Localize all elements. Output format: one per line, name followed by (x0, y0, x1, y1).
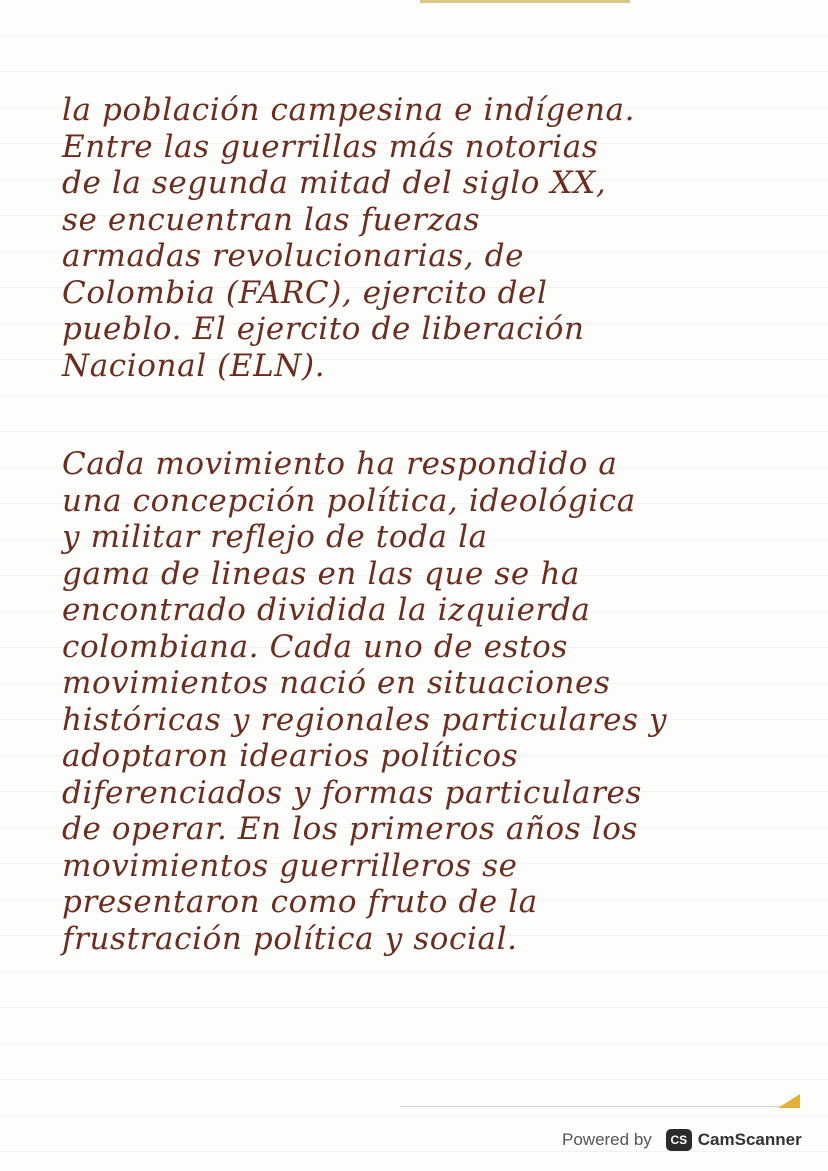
text-line: Cada movimiento ha respondido a (62, 446, 618, 482)
text-line: movimientos guerrilleros se (62, 847, 518, 884)
text-line: diferenciados y formas particulares (62, 774, 643, 811)
paragraph-1 (62, 92, 772, 384)
text-line: armadas revolucionarias, de (62, 238, 525, 274)
text-line: una concepción política, ideológica (62, 482, 636, 519)
text-line: la población campesina e indígena. (62, 92, 636, 128)
text-line: Nacional (ELN). (62, 347, 326, 384)
text-line: adoptaron idearios políticos (62, 738, 519, 774)
camscanner-watermark (562, 1124, 802, 1156)
text-line: presentaron como fruto de la (62, 884, 538, 920)
text-line: pueblo. El ejercito de liberación (62, 311, 585, 347)
page-top-edge-mark (420, 0, 630, 3)
text-line: colombiana. Cada uno de estos (62, 628, 568, 665)
text-line: se encuentran las fuerzas (62, 201, 481, 238)
text-line: de operar. En los primeros años los (62, 811, 639, 847)
text-line: de la segunda mitad del siglo XX, (62, 165, 607, 201)
paragraph-2 (62, 446, 772, 957)
page-bottom-rule (400, 1106, 800, 1107)
powered-by-label: Powered by (562, 1130, 652, 1149)
page-corner-mark (778, 1094, 800, 1108)
brand-name: CamScanner (697, 1130, 802, 1149)
text-line: movimientos nació en situaciones (62, 665, 611, 701)
text-line: Entre las guerrillas más notorias (62, 128, 599, 165)
camscanner-logo-icon: CS (666, 1129, 692, 1151)
text-line: históricas y regionales particulares y (62, 701, 668, 738)
text-line: gama de lineas en las que se ha (62, 555, 580, 592)
text-line: encontrado dividida la izquierda (62, 592, 591, 628)
text-line: Colombia (FARC), ejercito del (62, 274, 548, 311)
text-line: y militar reflejo de toda la (62, 519, 488, 555)
text-line: frustración política y social. (62, 920, 518, 957)
